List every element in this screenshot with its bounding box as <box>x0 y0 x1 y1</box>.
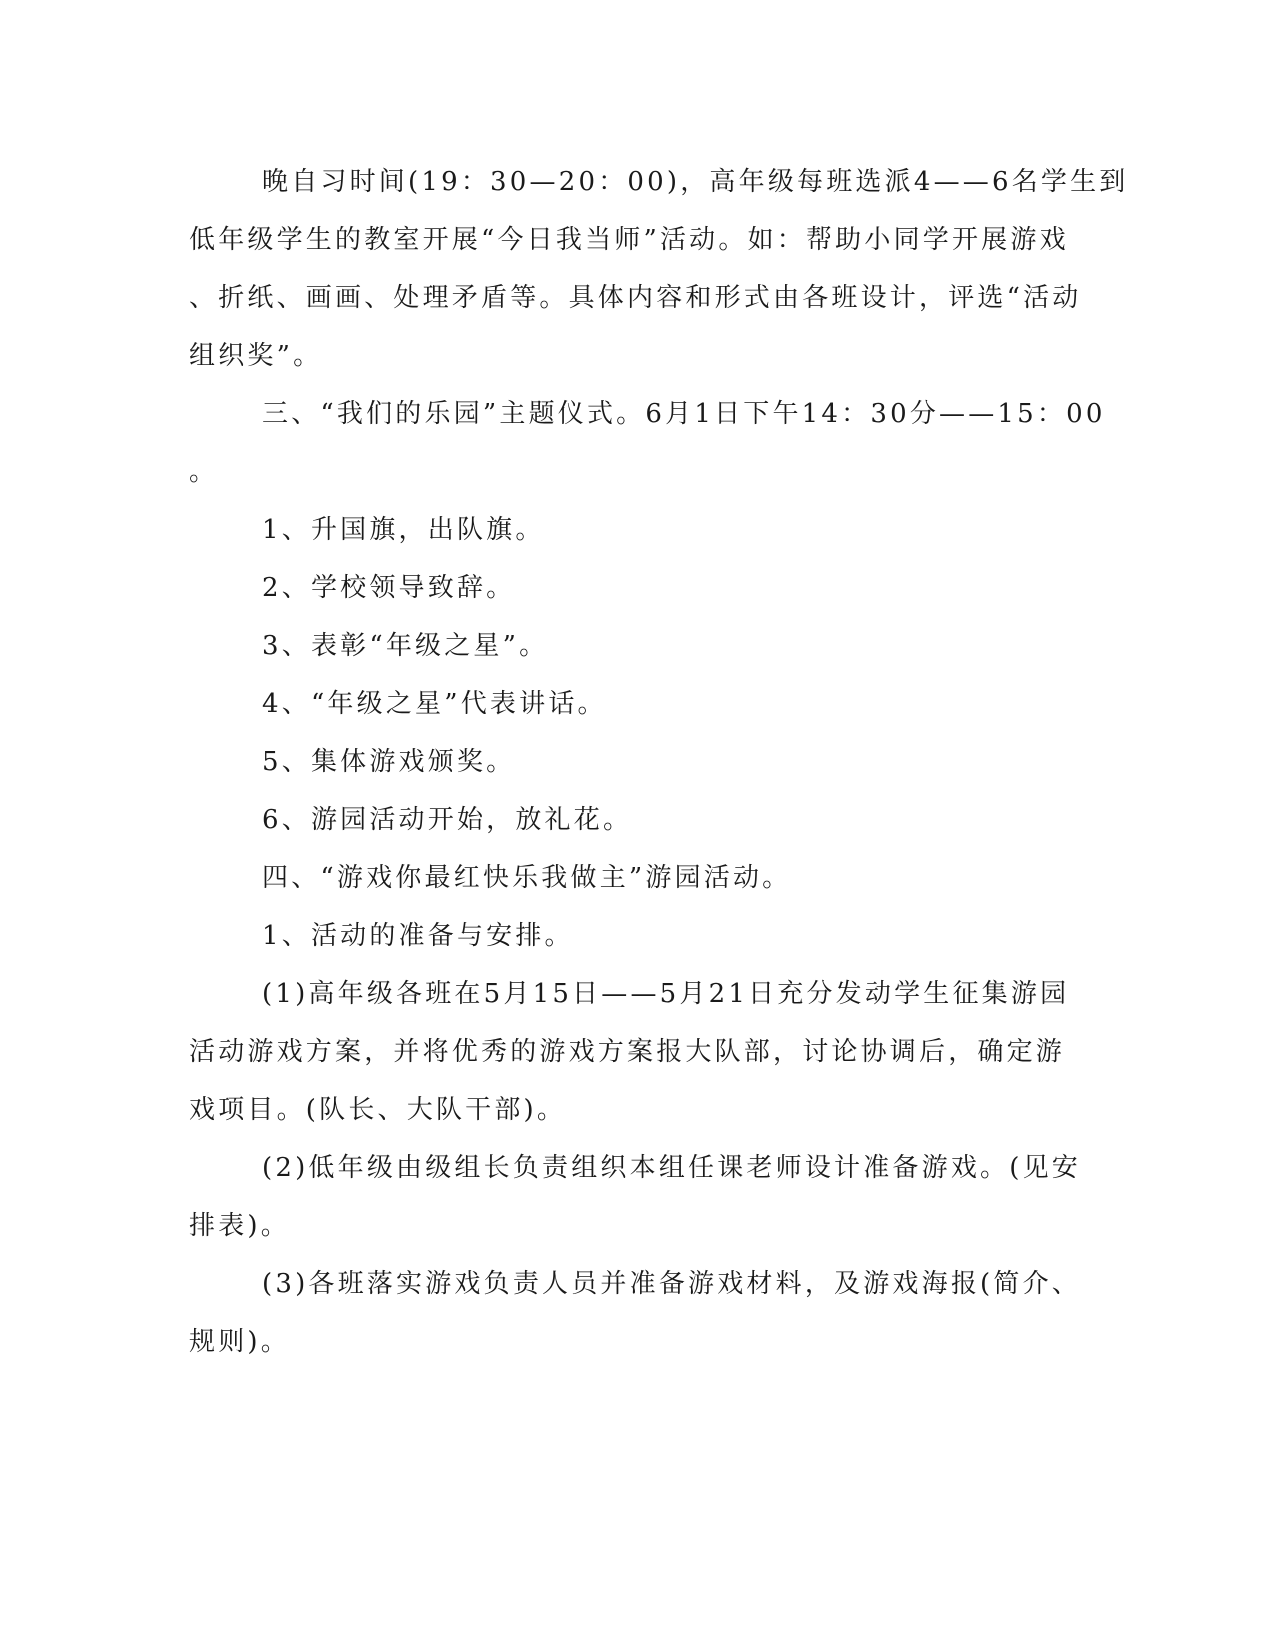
paragraph-line: 排表)。 <box>189 1211 290 1241</box>
paragraph-line: 。 <box>189 457 219 487</box>
paragraph-line: 活动游戏方案，并将优秀的游戏方案报大队部，讨论协调后，确定游 <box>189 1037 1066 1067</box>
list-item: 2、学校领导致辞。 <box>262 573 516 603</box>
section-heading: 四、“游戏你最红快乐我做主”游园活动。 <box>262 863 792 893</box>
paragraph-line: (3)各班落实游戏负责人员并准备游戏材料，及游戏海报(简介、 <box>262 1269 1081 1299</box>
list-item: 4、“年级之星”代表讲话。 <box>262 689 607 719</box>
list-item: 6、游园活动开始，放礼花。 <box>262 805 633 835</box>
paragraph-line: 、折纸、画画、处理矛盾等。具体内容和形式由各班设计，评选“活动 <box>189 283 1082 313</box>
list-item: 1、升国旗，出队旗。 <box>262 515 545 545</box>
list-item: 1、活动的准备与安排。 <box>262 921 574 951</box>
list-item: 3、表彰“年级之星”。 <box>262 631 549 661</box>
list-item: 5、集体游戏颁奖。 <box>262 747 516 777</box>
section-heading: 三、“我们的乐园”主题仪式。6月1日下午14：30分——15：00 <box>262 399 1106 429</box>
paragraph-line: 晚自习时间(19：30—20：00)，高年级每班选派4——6名学生到 <box>262 167 1129 197</box>
paragraph-line: 组织奖”。 <box>189 341 323 371</box>
paragraph-line: (1)高年级各班在5月15日——5月21日充分发动学生征集游园 <box>262 979 1070 1009</box>
paragraph-line: (2)低年级由级组长负责组织本组任课老师设计准备游戏。(见安 <box>262 1153 1081 1183</box>
paragraph-line: 规则)。 <box>189 1327 290 1357</box>
paragraph-line: 戏项目。(队长、大队干部)。 <box>189 1095 567 1125</box>
paragraph-line: 低年级学生的教室开展“今日我当师”活动。如：帮助小同学开展游戏 <box>189 225 1069 255</box>
